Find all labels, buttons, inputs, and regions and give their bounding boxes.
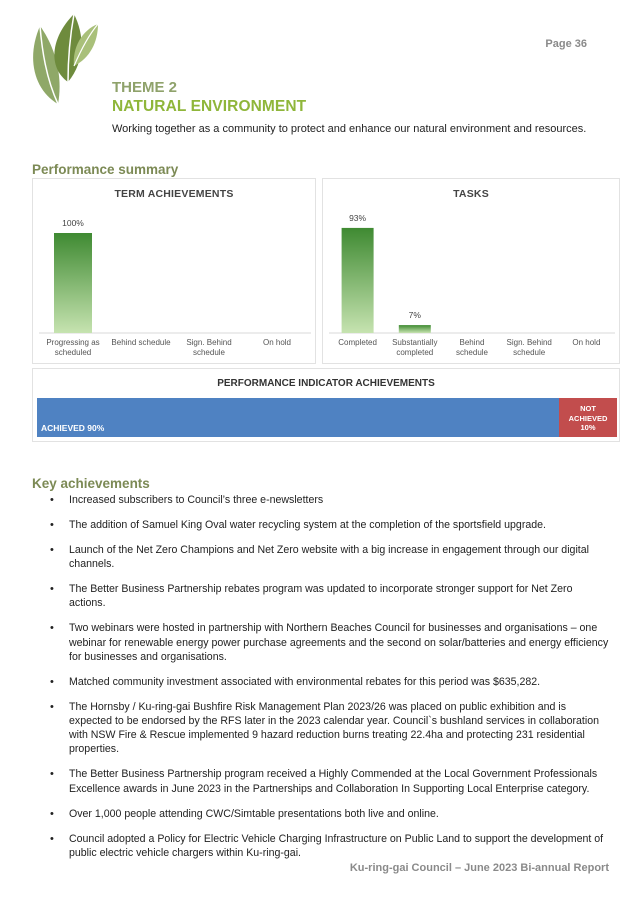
not-achieved-label xyxy=(559,404,617,433)
bar-value-label: 100% xyxy=(62,218,84,228)
bullet-icon: • xyxy=(50,622,54,635)
list-item-text: The addition of Samuel King Oval water recycling system at the completion of the sportsfield upgrade. xyxy=(69,519,546,531)
theme-title: NATURAL ENVIRONMENT xyxy=(112,98,307,115)
list-item xyxy=(50,767,610,795)
page-number: Page 36 xyxy=(545,38,587,50)
term-achievements-chart xyxy=(32,178,316,364)
leaf-logo-icon xyxy=(28,12,100,108)
bullet-icon: • xyxy=(50,807,54,820)
list-item-text: The Better Business Partnership program received a Highly Commended at the Local Government Professionals Excellence awards in June 2023 in the Partnerships and Collaboration In Supporting Local Enterprise category. xyxy=(69,768,598,795)
list-item-text: Two webinars were hosted in partnership with Northern Beaches Council for businesses and organisations – one webinar for renewable energy power purchase agreements and the second on solar/batteries and energy efficiency for businesses and organisations. xyxy=(69,622,609,663)
bullet-icon: • xyxy=(50,519,54,531)
key-achievements-heading: Key achievements xyxy=(32,476,150,491)
category-label: Sign. Behind schedule xyxy=(506,338,552,357)
performance-summary-heading: Performance summary xyxy=(32,162,179,177)
list-item-text: Increased subscribers to Council’s three e-newsletters xyxy=(69,494,324,506)
bar xyxy=(342,228,374,333)
category-label: Sign. Behind schedule xyxy=(186,338,232,357)
term-achievements-title: TERM ACHIEVEMENTS xyxy=(114,188,234,200)
not-achieved-label-line: 10% xyxy=(580,423,596,432)
bullet-icon: • xyxy=(50,675,54,688)
performance-indicator-title: PERFORMANCE INDICATOR ACHIEVEMENTS xyxy=(217,378,435,389)
list-item xyxy=(50,621,610,664)
bullet-icon: • xyxy=(50,700,54,713)
key-achievements-list xyxy=(50,493,610,871)
performance-indicator-chart xyxy=(32,368,620,442)
bullet-icon: • xyxy=(50,768,54,781)
footer-report-title: Ku-ring-gai Council – June 2023 Bi-annual Report xyxy=(349,862,609,874)
category-label: Progressing as scheduled xyxy=(46,338,100,357)
not-achieved-bar xyxy=(559,398,617,437)
list-item xyxy=(50,543,610,571)
tasks-title: TASKS xyxy=(453,188,489,200)
achieved-label: ACHIEVED 90% xyxy=(41,423,105,433)
category-label: On hold xyxy=(262,338,292,347)
list-item xyxy=(50,700,610,757)
bar xyxy=(54,233,92,333)
list-item xyxy=(50,832,610,860)
list-item xyxy=(50,807,610,821)
category-label: Completed xyxy=(338,338,377,347)
list-item xyxy=(50,582,610,610)
list-item-text: The Better Business Partnership rebates program was updated to incorporate stronger support for Net Zero actions. xyxy=(69,583,573,610)
achieved-bar xyxy=(37,398,559,437)
category-label: On hold xyxy=(572,338,601,347)
category-label: Behind schedule xyxy=(111,338,171,347)
list-item-text: The Hornsby / Ku-ring-gai Bushfire Risk Management Plan 2023/26 was placed on public exhibition and is expected to be endorsed by the RFS later in the 2023 calendar year. Council`s bushland services in collaboration with NSW Fire & Rescue implemented 9 hazard reduction burns treating 22.4ha and protecting 231 residential properties. xyxy=(69,700,600,756)
not-achieved-label-line: NOT xyxy=(580,404,596,413)
theme-label: THEME 2 xyxy=(112,79,178,96)
bullet-icon: • xyxy=(50,583,54,596)
list-item xyxy=(50,493,610,507)
list-item-text: Council adopted a Policy for Electric Vehicle Charging Infrastructure on Public Land to support the development of public electric vehicle chargers within Ku-ring-gai. xyxy=(69,832,604,859)
bullet-icon: • xyxy=(50,544,54,556)
tasks-chart xyxy=(322,178,620,364)
category-label: Substantially completed xyxy=(392,338,438,357)
list-item-text: Launch of the Net Zero Champions and Net Zero website with a big increase in engagement through our digital channels. xyxy=(69,544,589,571)
list-item xyxy=(50,518,610,532)
list-item xyxy=(50,675,610,689)
bar-value-label: 7% xyxy=(408,310,421,321)
bar-value-label: 93% xyxy=(349,212,367,223)
bar xyxy=(399,325,431,333)
bullet-icon: • xyxy=(50,494,54,506)
list-item-text: Matched community investment associated with environmental rebates for this period was $635,282. xyxy=(69,675,541,688)
list-item-text: Over 1,000 people attending CWC/Simtable presentations both live and online. xyxy=(69,807,439,820)
theme-subtitle: Working together as a community to protect and enhance our natural environment and resources. xyxy=(112,123,587,135)
category-label: Behind schedule xyxy=(455,338,488,357)
not-achieved-label-line: ACHIEVED xyxy=(568,413,608,423)
bullet-icon: • xyxy=(50,832,54,845)
